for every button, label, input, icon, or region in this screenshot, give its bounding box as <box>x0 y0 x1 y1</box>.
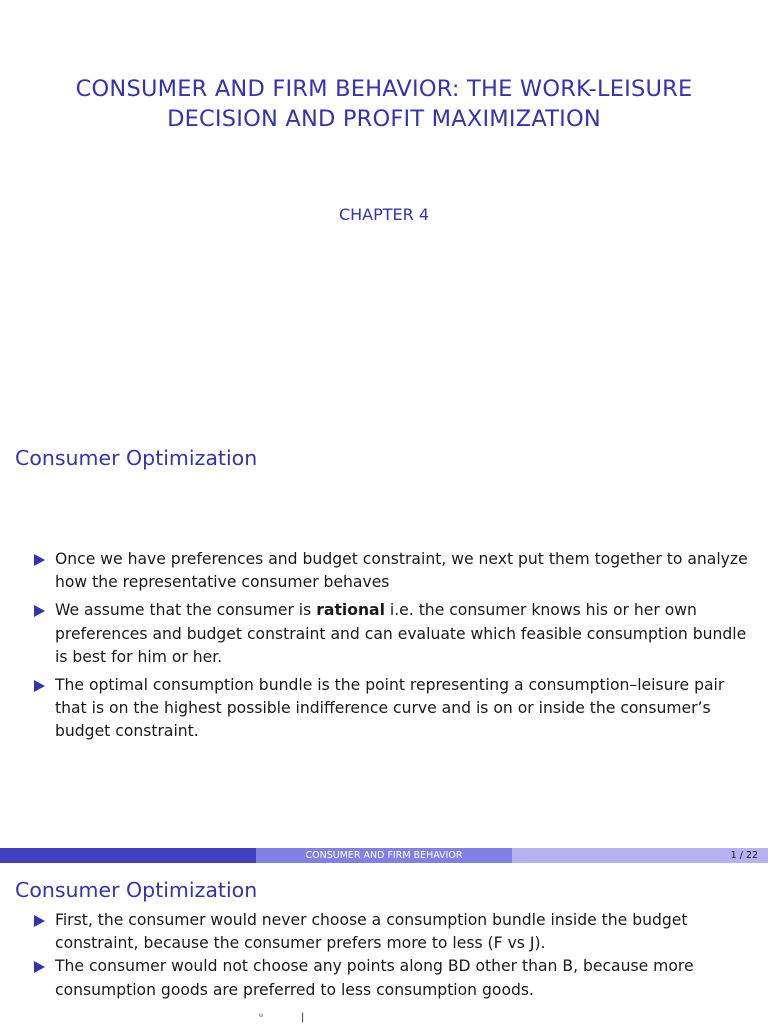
chapter-label: CHAPTER 4 <box>338 205 430 224</box>
bullet-text-pre: We assume that the consumer is <box>55 601 317 620</box>
footer-left-segment <box>0 848 256 863</box>
frame-title-consumer-optimization-2: Consumer Optimization <box>15 878 258 902</box>
triangle-bullet-icon <box>34 915 45 927</box>
bullet-text: The optimal consumption bundle is the point representing a consumption–leisure pair that is on the highest possible indifference curve and is on or inside the consumer’s budget constraint. <box>55 676 725 741</box>
bullet-item <box>0 955 768 1001</box>
triangle-bullet-icon <box>34 605 45 617</box>
footer-title: CONSUMER AND FIRM BEHAVIOR <box>256 848 512 863</box>
cut-off-glyph: ᵘ <box>259 1012 264 1023</box>
slide-title-line-1: CONSUMER AND FIRM BEHAVIOR: THE WORK-LEISURE <box>75 76 693 102</box>
bullet-text-bold: rational <box>316 601 385 620</box>
triangle-bullet-icon <box>34 680 45 692</box>
bullet-text-post: i.e. the consumer knows his or her own preferences and budget constraint and can evaluate which feasible consumption bundle is best for him or her. <box>55 601 747 666</box>
bullet-item <box>0 909 768 955</box>
bullet-item <box>0 599 768 669</box>
bullet-item <box>0 548 768 594</box>
footer-page-number: 1 / 22 <box>512 848 768 863</box>
cut-off-axis-glyph: | <box>301 1012 305 1023</box>
frame-title-consumer-optimization: Consumer Optimization <box>15 446 258 470</box>
bullet-text: First, the consumer would never choose a consumption bundle inside the budget constraint, because the consumer prefers more to less (F vs J). <box>55 911 688 953</box>
bullet-text: The consumer would not choose any points along BD other than B, because more consumption goods are preferred to less consumption goods. <box>55 957 694 999</box>
triangle-bullet-icon <box>34 554 45 566</box>
slide-title-line-2: DECISION AND PROFIT MAXIMIZATION <box>167 106 601 132</box>
bullet-list-2 <box>0 909 768 1002</box>
slide-footer <box>0 848 768 863</box>
bullet-item <box>0 674 768 744</box>
slide-title <box>40 74 728 134</box>
bullet-list <box>0 548 768 744</box>
triangle-bullet-icon <box>34 961 45 973</box>
bullet-text: Once we have preferences and budget constraint, we next put them together to analyze how the representative consumer behaves <box>55 550 748 592</box>
